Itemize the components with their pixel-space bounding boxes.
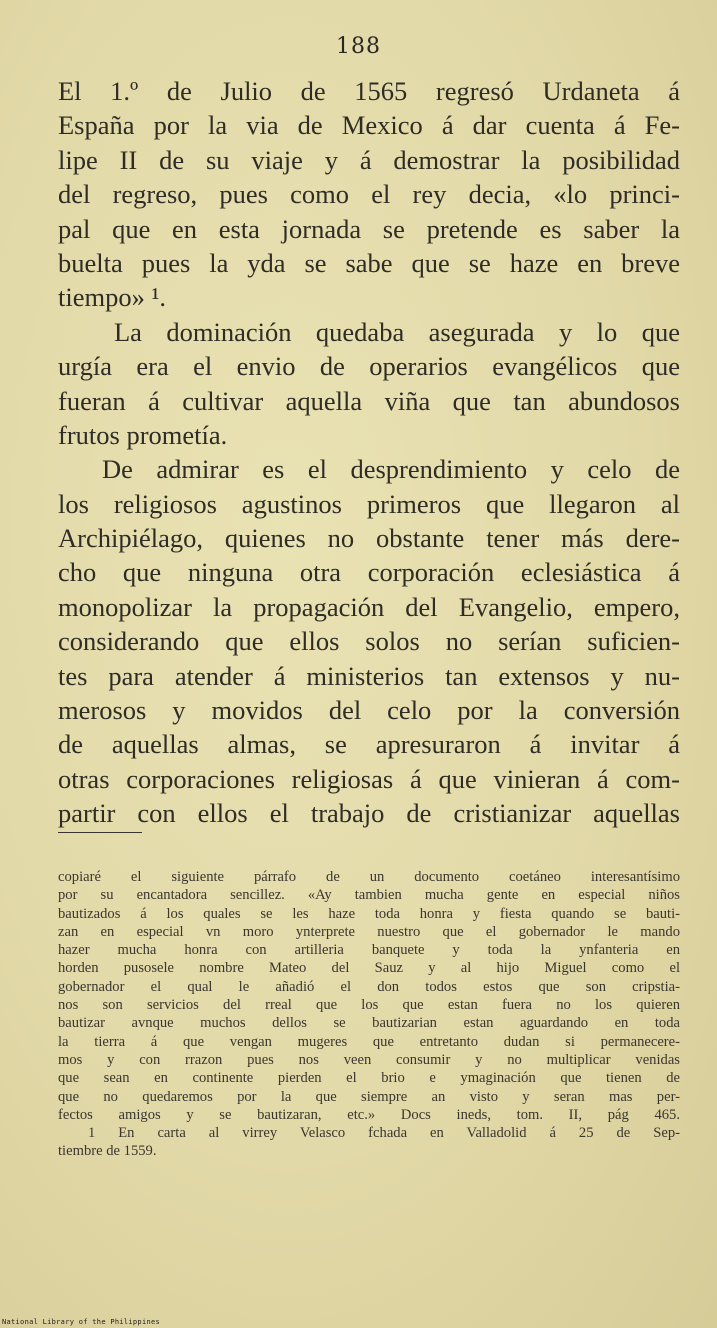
footnote-line: 1 En carta al virrey Velasco fchada en Valladolid á 25 de Sep- bbox=[88, 1125, 680, 1142]
text-line: del regreso, pues como el rey decia, «lo princi- bbox=[58, 179, 680, 210]
text-line: urgía era el envio de operarios evangélicos que bbox=[58, 351, 680, 382]
main-text bbox=[58, 74, 680, 831]
footnote-line: bautizar avnque muchos dellos se bautizarian estan aguardando en toda bbox=[58, 1015, 680, 1032]
text-line: El 1.º de Julio de 1565 regresó Urdaneta á bbox=[58, 76, 680, 106]
footnote-line: hazer mucha honra con artilleria banquete y toda la ynfanteria en bbox=[58, 942, 680, 959]
footnote-line: zan en especial vn moro ynterprete nuestro que el gobernador le mando bbox=[58, 923, 680, 940]
text-line: España por la via de Mexico á dar cuenta á Fe- bbox=[58, 110, 680, 141]
text-line: partir con ellos el trabajo de cristianizar aquellas bbox=[58, 798, 680, 829]
text-line: los religiosos agustinos primeros que llegaron al bbox=[58, 488, 680, 519]
text-line: monopolizar la propagación del Evangelio, empero, bbox=[58, 591, 680, 622]
footnote-line: gobernador el qual le añadió el don todos estos que son cripstia- bbox=[58, 978, 680, 995]
text-line: buelta pues la yda se sabe que se haze en breve bbox=[58, 247, 680, 278]
footnote-line: la tierra á que vengan mugeres que entretanto dudan si permanecere- bbox=[58, 1033, 680, 1050]
footnote-line: horden pusosele nombre Mateo del Sauz y al hijo Miguel como el bbox=[58, 960, 680, 977]
footnote-line: mos y con rrazon pues nos veen consumir y no multiplicar venidas bbox=[58, 1051, 680, 1068]
footnotes bbox=[58, 868, 680, 1161]
footnote-line: nos son servicios del rreal que los que estan fuera no los quieren bbox=[58, 997, 680, 1014]
footnote-line: por su encantadora sencillez. «Ay tambien mucha gente en especial niños bbox=[58, 887, 680, 904]
text-line: merosos y movidos del celo por la conversión bbox=[58, 695, 680, 726]
footnote-line: bautizados á los quales se les haze toda honra y fiesta quando se bauti- bbox=[58, 905, 680, 922]
page-number: 188 bbox=[336, 34, 381, 59]
text-line: considerando que ellos solos no serían suficien- bbox=[58, 626, 680, 657]
text-line: frutos prometía. bbox=[58, 419, 228, 450]
text-line: La dominación quedaba asegurada y lo que bbox=[114, 316, 680, 347]
text-line: pal que en esta jornada se pretende es saber la bbox=[58, 213, 680, 244]
text-line: otras corporaciones religiosas á que vinieran á com- bbox=[58, 763, 680, 794]
text-line: fueran á cultivar aquella viña que tan abundosos bbox=[58, 385, 680, 416]
footnote-line: fectos amigos y se bautizaran, etc.» Docs ineds, tom. II, pág 465. bbox=[58, 1106, 680, 1123]
text-line: de aquellas almas, se apresuraron á invitar á bbox=[58, 729, 680, 760]
footnote-divider bbox=[58, 832, 142, 833]
text-line: De admirar es el desprendimiento y celo de bbox=[102, 454, 680, 485]
text-line: Archipiélago, quienes no obstante tener más dere- bbox=[58, 523, 680, 554]
footnote-line: que no quedaremos por la que siempre an visto y seran mas per- bbox=[58, 1088, 680, 1105]
text-line: tes para atender á ministerios tan extensos y nu- bbox=[58, 660, 680, 691]
text-line: lipe II de su viaje y á demostrar la posibilidad bbox=[58, 144, 680, 175]
library-attribution: National Library of the Philippines bbox=[2, 1318, 161, 1326]
footnote-line: que sean en continente pierden el brio e ymaginación que tienen de bbox=[58, 1070, 680, 1087]
footnote-line: tiembre de 1559. bbox=[58, 1143, 157, 1160]
text-line: tiempo» ¹. bbox=[58, 282, 167, 313]
footnote-line: copiaré el siguiente párrafo de un documento coetáneo interesantísimo bbox=[58, 869, 680, 885]
text-line: cho que ninguna otra corporación eclesiástica á bbox=[58, 557, 680, 588]
